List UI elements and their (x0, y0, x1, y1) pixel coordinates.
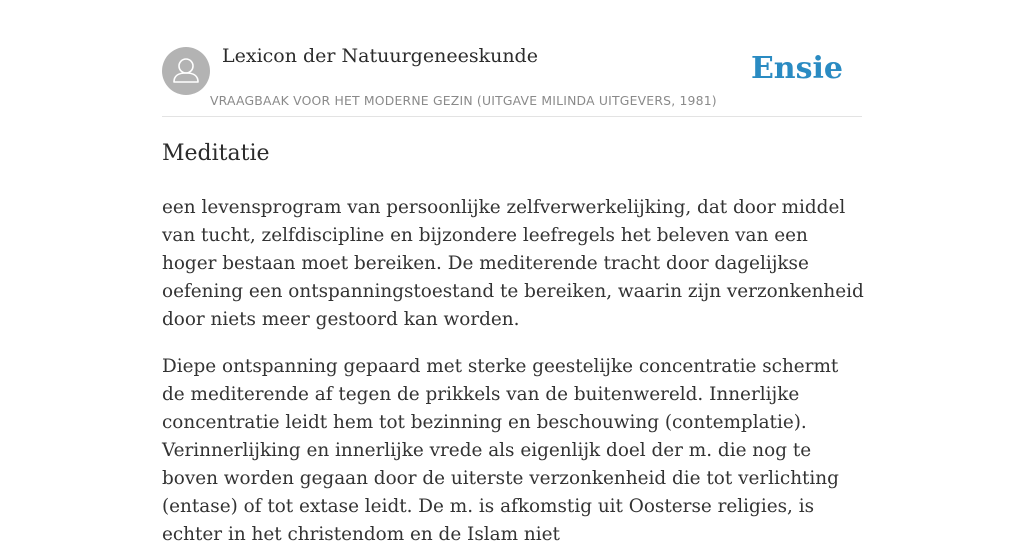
article-paragraph: Diepe ontspanning gepaard met sterke geestelijke concentratie schermt de mediterende af tegen de prikkels van de buitenwereld. Innerlijke concentratie leidt hem tot bezinning en beschouwing (contemplatie). Verinnerlijking en innerlijke vrede als eigenlijk doel der m. die nog te boven worden gegaan door de uiterste verzonkenheid die tot verlichting (entase) of tot extase leidt. De m. is afkomstig uit Oosterse religies, is echter in het christendom en de Islam niet (162, 356, 839, 545)
article (162, 138, 864, 549)
source-subtitle: VRAAGBAAK VOOR HET MODERNE GEZIN (UITGAVE MILINDA UITGEVERS, 1981) (210, 93, 717, 108)
user-icon (162, 47, 210, 95)
source-avatar[interactable] (162, 47, 210, 95)
source-header (162, 0, 862, 117)
entry-title: Meditatie (162, 141, 270, 166)
article-paragraph: een levensprogram van persoonlijke zelfverwerkelijking, dat door middel van tucht, zelfdiscipline en bijzondere leefregels het beleven van een hoger bestaan moet bereiken. De mediterende tracht door dagelijkse oefening een ontspanningstoestand te bereiken, waarin zijn verzonkenheid door niets meer gestoord kan worden. (162, 197, 864, 330)
source-title[interactable]: Lexicon der Natuurgeneeskunde (222, 45, 538, 67)
ensie-logo[interactable]: Ensie (750, 51, 843, 86)
